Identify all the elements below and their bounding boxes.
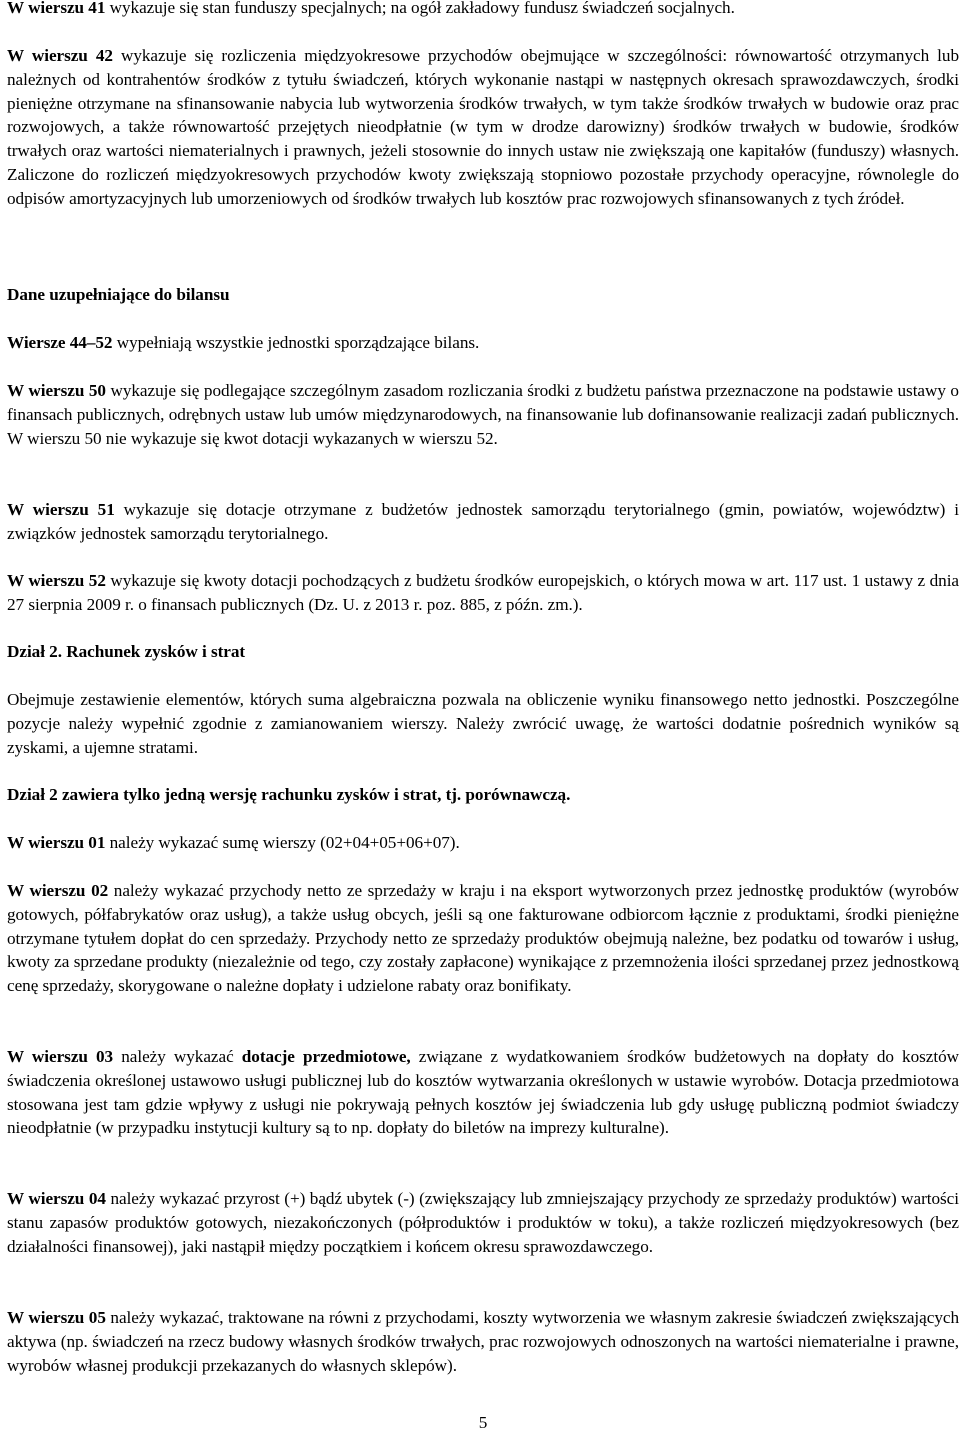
row-03-lead: W wierszu 03: [7, 1047, 114, 1066]
heading-supplementary-data: Dane uzupełniające do bilansu: [7, 285, 230, 304]
row-04-text: należy wykazać przyrost (+) bądź ubytek (-) (zwiększający lub zmniejszający przychody ze sprzedaży produktów) wartości stanu zapasów produktów gotowych, niezakończonych (półproduktów i produktów w toku), a także rozliczeń międzyokresowych (bez działalności finansowej), jaki nastąpił między początkiem i końcem okresu sprawozdawczego.: [7, 1189, 959, 1256]
paragraph-row-05: [7, 1306, 959, 1377]
paragraph-row-50: [7, 379, 959, 450]
paragraph-row-52: [7, 569, 959, 617]
document-page: [7, 0, 959, 1438]
row-04-lead: W wierszu 04: [7, 1189, 106, 1208]
row-52-lead: W wierszu 52: [7, 571, 106, 590]
paragraph-row-51: [7, 498, 959, 546]
row-42-text: wykazuje się rozliczenia międzyokresowe przychodów obejmujące w szczególności: równowartość otrzymanych lub należnych od kontrahentów środków z tytułu świadczeń, których wykonanie nastąpi w następnych okresach sprawozdawczych, środki pieniężne otrzymane na sfinansowanie nabycia lub wytworzenia środków trwałych, w tym także środków trwałych w budowie oraz prac rozwojowych, a także równowartość przejętych nieodpłatnie (w tym w drodze darowizny) środków trwałych w budowie, środków trwałych oraz wartości niematerialnych i prawnych, jeżeli stosownie do innych ustaw nie zwiększają one kapitałów (funduszy) własnych. Zaliczone do rozliczeń międzyokresowych przychodów kwoty zwiększają stopniowo pozostałe przychody operacyjne, równolegle do odpisów amortyzacyjnych lub umorzeniowych od środków trwałych lub kosztów prac rozwojowych sfinansowanych z tych źródeł.: [7, 46, 959, 208]
paragraph-row-41: [7, 0, 959, 20]
paragraph-section-2-intro: Obejmuje zestawienie elementów, których suma algebraiczna pozwala na obliczenie wyniku finansowego netto jednostki. Poszczególne pozycje należy wypełnić zgodnie z zamianowaniem wierszy. Należy zwrócić uwagę, że wartości dodatnie pośrednich wyników są zyskami, a ujemne stratami.: [7, 690, 959, 757]
heading-single-version: Dział 2 zawiera tylko jedną wersję rachunku zysków i strat, tj. porównawczą.: [7, 785, 571, 804]
row-50-text: wykazuje się podlegające szczególnym zasadom rozliczania środki z budżetu państwa przeznaczone na podstawie ustawy o finansach publicznych, odrębnych ustaw lub umów międzynarodowych, na finansowanie lub dofinansowanie realizacji zadań publicznych. W wierszu 50 nie wykazuje się kwot dotacji wykazanych w wierszu 52.: [7, 381, 959, 448]
row-51-text: wykazuje się dotacje otrzymane z budżetów jednostek samorządu terytorialnego (gmin, powiatów, województw) i związków jednostek samorządu terytorialnego.: [7, 500, 959, 543]
row-42-lead: W wierszu 42: [7, 46, 113, 65]
page-number: 5: [478, 1413, 488, 1432]
row-41-text: wykazuje się stan funduszy specjalnych; na ogół zakładowy fundusz świadczeń socjalnych.: [105, 0, 735, 17]
row-03-mid: należy wykazać: [113, 1047, 242, 1066]
row-01-text: należy wykazać sumę wierszy (02+04+05+06+07).: [105, 833, 460, 852]
paragraph-row-02: [7, 879, 959, 998]
rows-44-52-lead: Wiersze 44–52: [7, 333, 113, 352]
row-05-text: należy wykazać, traktowane na równi z przychodami, koszty wytworzenia we własnym zakresie świadczeń zwiększających aktywa (np. świadczeń na rzecz budowy własnych środków trwałych, prac rozwojowych odnoszonych na wartości niematerialne i prawne, wyrobów własnej produkcji przekazanych do własnych sklepów).: [7, 1308, 959, 1375]
row-03-bold: dotacje przedmiotowe,: [241, 1047, 411, 1066]
paragraph-row-03: [7, 1045, 959, 1140]
row-51-lead: W wierszu 51: [7, 500, 115, 519]
row-50-lead: W wierszu 50: [7, 381, 106, 400]
row-05-lead: W wierszu 05: [7, 1308, 106, 1327]
heading-section-2: Dział 2. Rachunek zysków i strat: [7, 642, 246, 661]
rows-44-52-text: wypełniają wszystkie jednostki sporządzające bilans.: [112, 333, 480, 352]
row-02-lead: W wierszu 02: [7, 881, 109, 900]
paragraph-row-01: [7, 831, 959, 855]
paragraph-row-04: [7, 1187, 959, 1258]
row-02-text: należy wykazać przychody netto ze sprzedaży w kraju i na eksport wytworzonych przez jednostkę produktów (wyrobów gotowych, półfabrykatów oraz usług), a także usług obcych, jeśli są one fakturowane odbiorcom łącznie z produktami, środki pieniężne otrzymane tytułem dopłat do cen sprzedaży. Przychody netto ze sprzedaży produktów obejmują należne, bez podatku od towarów i usług, kwoty za sprzedane produkty (niezależnie od tego, czy zostały zapłacone) wynikające z przemnożenia ilości sprzedanej przez jednostkową cenę sprzedaży, skorygowane o należne dopłaty i udzielone rabaty oraz bonifikaty.: [7, 881, 959, 996]
row-41-lead: W wierszu 41: [7, 0, 106, 17]
paragraph-rows-44-52: [7, 331, 959, 355]
row-52-text: wykazuje się kwoty dotacji pochodzących z budżetu środków europejskich, o których mowa w art. 117 ust. 1 ustawy z dnia 27 sierpnia 2009 r. o finansach publicznych (Dz. U. z 2013 r. poz. 885, z późn. zm.).: [7, 571, 959, 614]
row-01-lead: W wierszu 01: [7, 833, 106, 852]
paragraph-row-42: [7, 44, 959, 211]
row-03-text: związane z wydatkowaniem środków budżetowych na dopłaty do kosztów świadczenia określonej ustawowo usługi publicznej lub do kosztów wytwarzania określonych w ustawie wyrobów. Dotacja przedmiotowa stosowana jest tam gdzie wpływy z usługi nie pokrywają pełnych kosztów jej świadczenia lub gdy usługę publiczną podmiot świadczy nieodpłatnie (w przypadku instytucji kultury są to np. dopłaty do biletów na imprezy kulturalne).: [7, 1047, 959, 1138]
